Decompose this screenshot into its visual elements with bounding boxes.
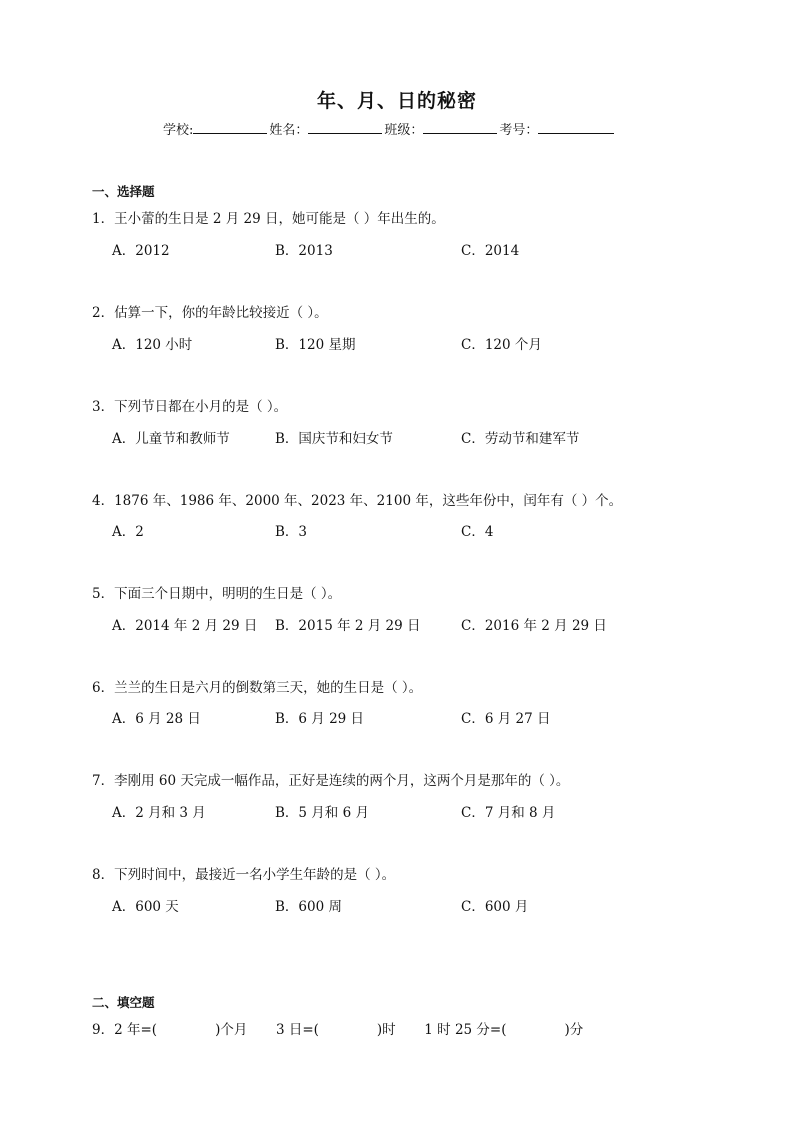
question-7: 7．李刚用 60 天完成一幅作品，正好是连续的两个月，这两个月是那年的（ ）。 [92, 773, 570, 789]
name-label: 姓名： [269, 123, 309, 138]
question-9 [92, 1018, 583, 1038]
option-a[interactable]: A．儿童节和教师节 [112, 431, 230, 447]
question-5: 5．下面三个日期中，明明的生日是（ ）。 [92, 586, 342, 602]
option-c[interactable]: C．4 [461, 524, 494, 540]
question-2: 2．估算一下，你的年龄比较接近（ ）。 [92, 305, 328, 321]
option-b[interactable]: B．3 [275, 524, 308, 540]
exam-no-blank[interactable] [538, 121, 614, 134]
question-1: 1．王小蕾的生日是 2 月 29 日，她可能是（ ）年出生的。 [92, 211, 445, 227]
question-4-options [112, 520, 732, 540]
option-b[interactable]: B．120 星期 [275, 337, 356, 353]
question-2-options [112, 333, 732, 353]
fill-part1-prefix: 9．2 年=( [92, 1022, 158, 1038]
option-a[interactable]: A．120 小时 [112, 337, 193, 353]
option-b[interactable]: B．5 月和 6 月 [275, 805, 369, 821]
option-c[interactable]: C．2014 [461, 243, 520, 259]
question-6: 6．兰兰的生日是六月的倒数第三天，她的生日是（ ）。 [92, 680, 423, 696]
fill-part3-suffix: )分 [564, 1022, 584, 1038]
option-c[interactable]: C．6 月 27 日 [461, 711, 551, 727]
question-5-options [112, 614, 732, 634]
option-b[interactable]: B．600 周 [275, 899, 342, 915]
option-b[interactable]: B．2013 [275, 243, 333, 259]
question-7-options [112, 801, 732, 821]
school-label: 学校: [163, 123, 194, 138]
option-c[interactable]: C．600 月 [461, 899, 529, 915]
name-blank[interactable] [308, 121, 382, 134]
option-a[interactable]: A．2014 年 2 月 29 日 [112, 618, 258, 634]
option-c[interactable]: C．劳动节和建军节 [461, 431, 580, 447]
option-b[interactable]: B．2015 年 2 月 29 日 [275, 618, 421, 634]
option-c[interactable]: C．120 个月 [461, 337, 542, 353]
question-4: 4．1876 年、1986 年、2000 年、2023 年、2100 年，这些年份中，闰年有（ ）个。 [92, 493, 623, 509]
question-6-options [112, 707, 732, 727]
question-3: 3．下列节日都在小月的是（ ）。 [92, 399, 288, 415]
fill-part2-suffix: )时 [376, 1022, 396, 1038]
class-blank[interactable] [423, 121, 497, 134]
section-heading-choice: 一、选择题 [92, 184, 155, 199]
question-8-options [112, 895, 732, 915]
option-c[interactable]: C．2016 年 2 月 29 日 [461, 618, 607, 634]
question-1-options [112, 239, 732, 259]
question-8: 8．下列时间中，最接近一名小学生年龄的是（ ）。 [92, 867, 396, 883]
option-a[interactable]: A．2 [112, 524, 144, 540]
page-title: 年、月、日的秘密 [316, 90, 477, 112]
option-a[interactable]: A．6 月 28 日 [112, 711, 201, 727]
student-info-line [163, 119, 616, 138]
section-heading-fill: 二、填空题 [92, 995, 155, 1010]
option-b[interactable]: B．国庆节和妇女节 [275, 431, 393, 447]
option-a[interactable]: A．600 天 [112, 899, 179, 915]
fill-part2-prefix: 3 日=( [275, 1022, 319, 1038]
class-label: 班级： [384, 123, 424, 138]
school-blank[interactable] [193, 121, 267, 134]
option-b[interactable]: B．6 月 29 日 [275, 711, 365, 727]
question-3-options [112, 427, 732, 447]
exam-no-label: 考号： [499, 123, 539, 138]
option-a[interactable]: A．2 月和 3 月 [112, 805, 206, 821]
option-c[interactable]: C．7 月和 8 月 [461, 805, 556, 821]
option-a[interactable]: A．2012 [112, 243, 170, 259]
fill-part1-suffix: )个月 [215, 1022, 248, 1038]
fill-part3-prefix: 1 时 25 分=( [424, 1022, 507, 1038]
